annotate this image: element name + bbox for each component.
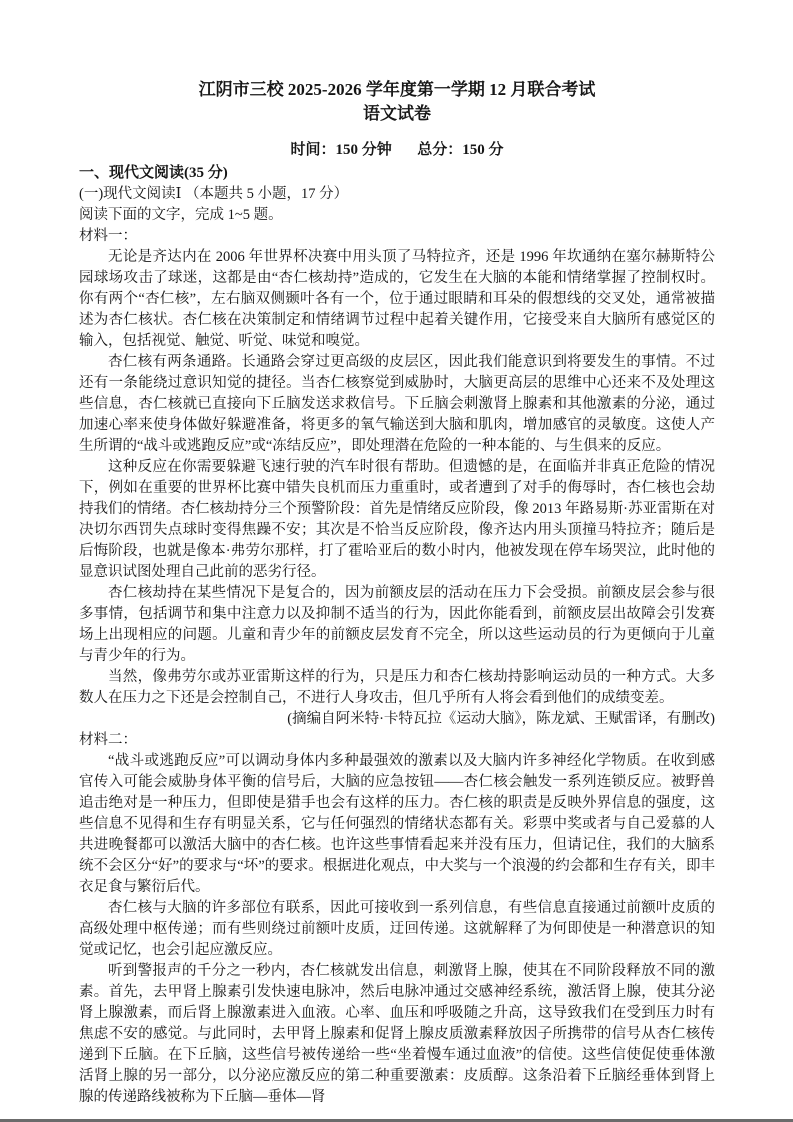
material1-paragraph-3: 这种反应在你需要躲避飞速行驶的汽车时很有帮助。但遗憾的是，在面临并非真正危险的情况下，例如在重要的世界杯比赛中错失良机而压力重重时，或者遭到了对手的侮辱时，杏仁核也会劫持我们的情绪。杏仁核劫持分三个预警阶段：首先是情绪反应阶段，像 2013 年路易斯·苏亚雷斯在对决切尔西罚失点球时变得焦躁不安；其次是不恰当反应阶段，像齐达内用头顶撞马特拉齐；随后是后悔阶段，也就是像本·弗劳尔那样，打了霍哈亚后的数小时内，他被发现在停车场哭泣，此时他的显意识试图处理自己此前的恶劣行径。 xyxy=(79,459,715,580)
exam-time: 时间：150 分钟 xyxy=(290,142,392,158)
exam-title: 江阴市三校 2025-2026 学年度第一学期 12 月联合考试 xyxy=(198,80,596,99)
material1-paragraph-2: 杏仁核有两条通路。长通路会穿过更高级的皮层区，因此我们能意识到将要发生的事情。不过还有一条能绕过意识知觉的捷径。当杏仁核察觉到威胁时，大脑更高层的思维中心还来不及处理这些信息，杏仁核就已直接向下丘脑发送求救信号。下丘脑会刺激肾上腺素和其他激素的分泌，通过加速心率来使身体做好躲避准备，将更多的氧气输送到大脑和肌肉，增加感官的灵敏度。这使人产生所谓的“战斗或逃跑反应”或“冻结反应”，即处理潜在危险的一种本能的、与生俱来的反应。 xyxy=(79,354,715,454)
material1-attribution: (摘编自阿米特·卡特瓦拉《运动大脑》，陈龙斌、王赋雷译，有删改) xyxy=(287,711,715,727)
material1-paragraph-1: 无论是齐达内在 2006 年世界杯决赛中用头顶了马特拉齐，还是 1996 年坎通纳在塞尔赫斯特公园球场攻击了球迷，这都是由“杏仁核劫持”造成的，它发生在大脑的本能和情绪掌握了控制权时。你有两个“杏仁核”，左右脑双侧颞叶各有一个，位于通过眼睛和耳朵的假想线的交叉处，通常被描述为杏仁核状。杏仁核在决策制定和情绪调节过程中起着关键作用，它接受来自大脑所有感觉区的输入，包括视觉、触觉、听觉、味觉和嗅觉。 xyxy=(79,249,715,349)
material2-paragraph-3: 听到警报声的千分之一秒内，杏仁核就发出信息，刺激肾上腺，使其在不同阶段释放不同的激素。首先，去甲肾上腺素引发快速电脉冲，然后电脉冲通过交感神经系统，激活肾上腺，使其分泌肾上腺激素，而后肾上腺激素进入血液。心率、血压和呼吸随之升高，这导致我们在受到压力时有焦虑不安的感觉。与此同时，去甲肾上腺素和促肾上腺皮质激素释放因子所携带的信号从杏仁核传递到下丘脑。在下丘脑，这些信号被传递给一些“坐着慢车通过血液”的信使。这些信使促使垂体激活肾上腺的另一部分，以分泌应激反应的第二种重要激素：皮质醇。这条沿着下丘脑经垂体到肾上腺的传递路线被称为下丘脑—垂体—肾 xyxy=(79,963,715,1105)
material1-label: 材料一： xyxy=(79,228,137,244)
exam-total-score: 总分：150 分 xyxy=(417,142,504,158)
material1-paragraph-4: 杏仁核劫持在某些情况下是复合的，因为前额皮层的活动在压力下会受损。前额皮层会参与很多事情，包括调节和集中注意力以及抑制不适当的行为，因此你能看到，前额皮层出故障会引发赛场上出现相应的问题。儿童和青少年的前额皮层发育不完全，所以这些运动员的行为更倾向于儿童与青少年的行为。 xyxy=(79,585,715,664)
material2-label: 材料二： xyxy=(79,732,137,748)
material2-paragraph-1: “战斗或逃跑反应”可以调动身体内多种最强效的激素以及大脑内许多神经化学物质。在收到感官传入可能会威胁身体平衡的信号后，大脑的应急按钮——杏仁核会触发一系列连锁反应。被野兽追击绝对是一种压力，但即使是猎手也会有这样的压力。杏仁核的职责是反映外界信息的强度，这些信息不见得和生存有明显关系，它与任何强烈的情绪状态都有关。彩票中奖或者与自己爱慕的人共进晚餐都可以激活大脑中的杏仁核。也许这些事情看起来并没有压力，但请记住，我们的大脑系统不会区分“好”的要求与“坏”的要求。根据进化观点，中大奖与一个浪漫的约会都和生存有关，即丰衣足食与繁衍后代。 xyxy=(79,753,715,895)
material1-paragraph-5: 当然，像弗劳尔或苏亚雷斯这样的行为，只是压力和杏仁核劫持影响运动员的一种方式。大多数人在压力之下还是会控制自己，不进行人身攻击，但几乎所有人将会看到他们的成绩变差。 xyxy=(79,669,715,706)
reading-instruction: 阅读下面的文字，完成 1~5 题。 xyxy=(79,207,283,223)
subsection-heading-reading-1: (一)现代文阅读Ⅰ （本题共 5 小题，17 分） xyxy=(79,186,349,202)
section-heading-modern-reading: 一、现代文阅读(35 分) xyxy=(79,165,228,181)
exam-subtitle: 语文试卷 xyxy=(363,104,431,123)
material2-paragraph-2: 杏仁核与大脑的许多部位有联系，因此可接收到一系列信息，有些信息直接通过前额叶皮质的高级处理中枢传递；而有些则绕过前额叶皮质，迂回传递。这就解释了为何即使是一种潜意识的知觉或记忆，也会引起应激反应。 xyxy=(79,900,715,958)
exam-info-line xyxy=(79,140,715,161)
